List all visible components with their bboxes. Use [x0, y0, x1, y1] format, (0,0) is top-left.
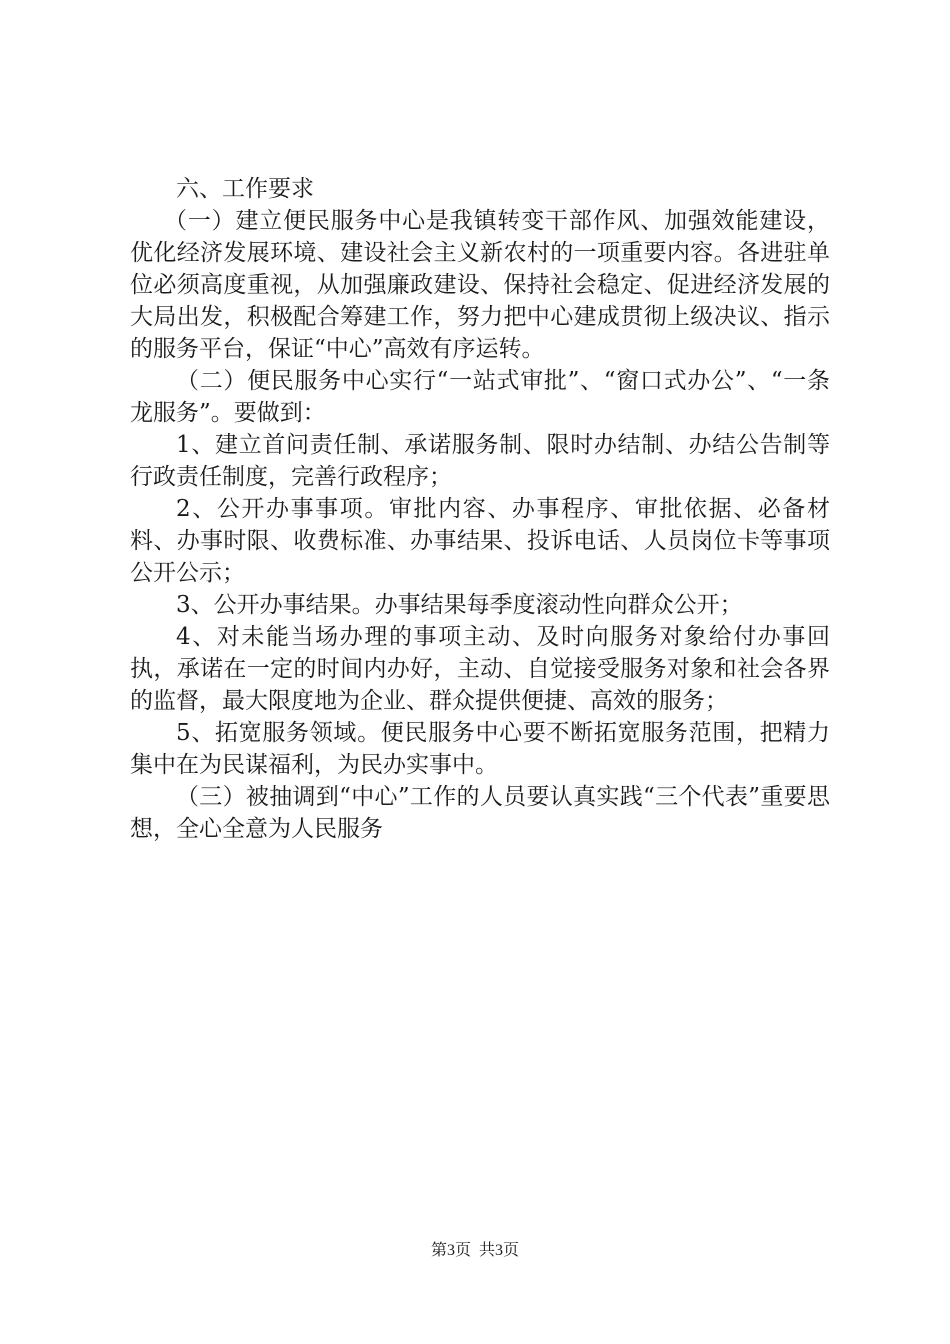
paragraph-item-3: 3、公开办事结果。办事结果每季度滚动性向群众公开；	[176, 592, 743, 618]
paragraph-item-5: 5、拓宽服务领域。便民服务中心要不断拓宽服务范围，把精力集中在为民谋福利，为民办实事中。	[130, 720, 830, 778]
paragraph-item-2: 2、公开办事事项。审批内容、办事程序、审批依据、必备材料、办事时限、收费标准、办事结果、投诉电话、人员岗位卡等事项公开公示；	[130, 496, 830, 586]
document-body	[130, 173, 830, 845]
paragraph-3: （三）被抽调到“中心”工作的人员要认真实践“三个代表”重要思想，全心全意为人民服务	[130, 784, 830, 842]
paragraph-2: （二）便民服务中心实行“一站式审批”、“窗口式办公”、“一条龙服务”。要做到：	[130, 368, 830, 426]
paragraph-item-1: 1、建立首问责任制、承诺服务制、限时办结制、办结公告制等行政责任制度，完善行政程序；	[130, 432, 830, 490]
paragraph-item-4: 4、对未能当场办理的事项主动、及时向服务对象给付办事回执，承诺在一定的时间内办好，主动、自觉接受服务对象和社会各界的监督，最大限度地为企业、群众提供便捷、高效的服务；	[130, 624, 830, 714]
section-heading: 六、工作要求	[176, 176, 314, 202]
paragraph-1: （一）建立便民服务中心是我镇转变干部作风、加强效能建设，优化经济发展环境、建设社会主义新农村的一项重要内容。各进驻单位必须高度重视，从加强廉政建设、保持社会稳定、促进经济发展的大局出发，积极配合筹建工作，努力把中心建成贯彻上级决议、指示的服务平台，保证“中心”高效有序运转。	[130, 208, 830, 362]
page-number-label: 第3页 共3页	[430, 1242, 519, 1259]
page-footer	[0, 1241, 950, 1261]
